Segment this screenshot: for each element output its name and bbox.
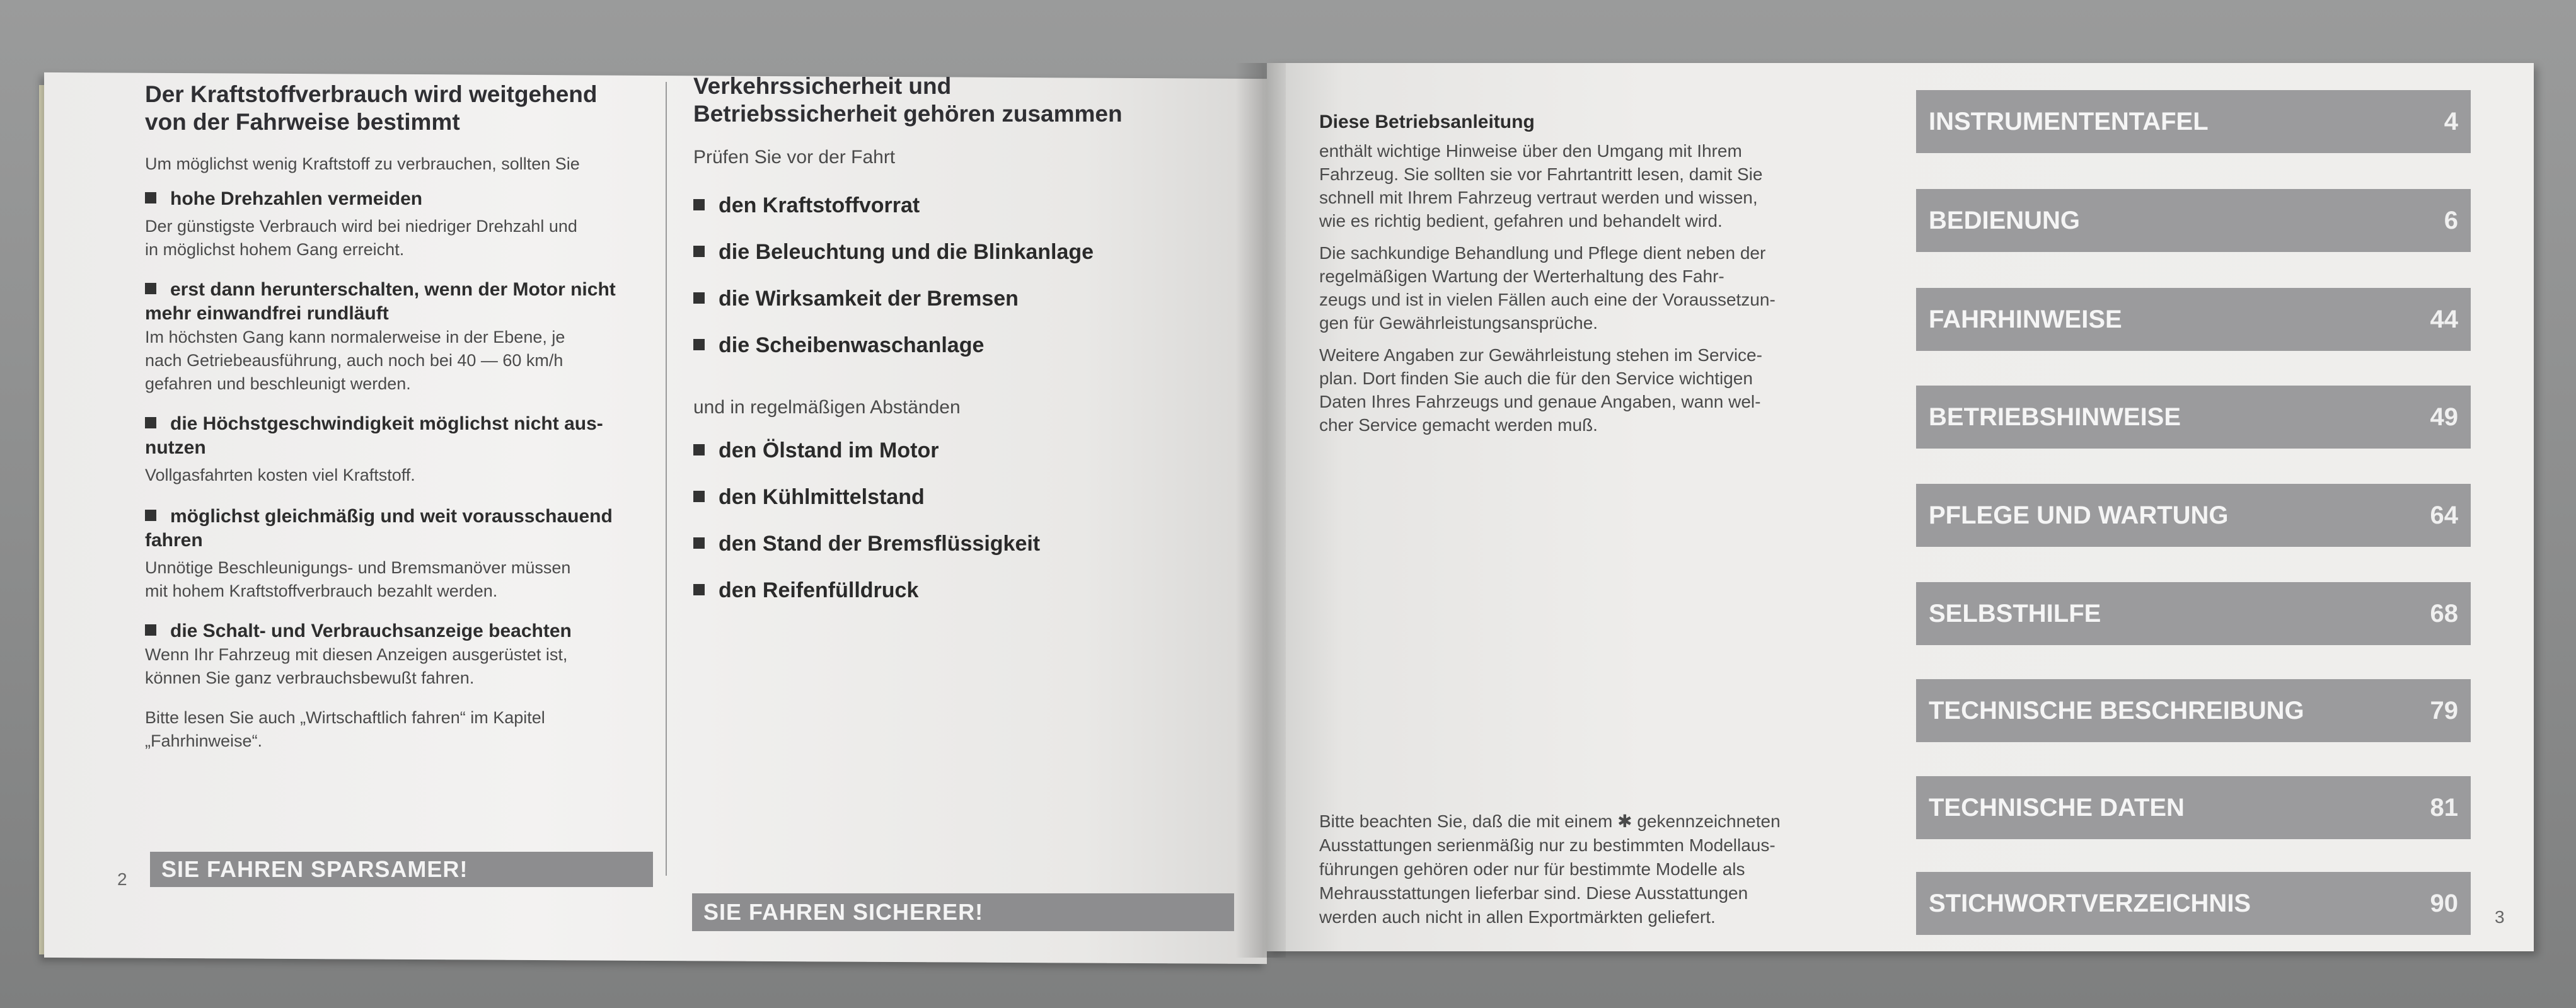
toc-technische-beschreibung[interactable]: TECHNISCHE BESCHREIBUNG 79: [1916, 679, 2471, 742]
fuel-item: die Höchstgeschwindigkeit möglichst nicht aus- nutzen Vollgasfahrten kosten viel Kraftstoff.: [145, 413, 603, 484]
bullet-square-icon: [145, 283, 156, 294]
bullet-square-icon: [693, 537, 705, 549]
right-intro-column: [1319, 110, 1868, 437]
bullet-square-icon: [145, 510, 156, 521]
toc-instrumententafel[interactable]: INSTRUMENTENTAFEL 4: [1916, 90, 2471, 153]
left-column-safety: [693, 72, 1229, 603]
intro-paragraph-3: Weitere Angaben zur Gewährleistung stehen im Service- plan. Dort finden Sie auch die für den Service wichtigen Daten Ihres Fahrzeugs und genaue Angaben, wann wel- cher Service gemacht werden muß.: [1319, 345, 1762, 435]
fuel-item: die Schalt- und Verbrauchsanzeige beachten Wenn Ihr Fahrzeug mit diesen Anzeigen ausgerüstet ist, können Sie ganz verbrauchsbewußt fahren.: [145, 621, 572, 687]
toc-betriebshinweise[interactable]: BETRIEBSHINWEISE 49: [1916, 386, 2471, 449]
banner-sparsamer: SIE FAHREN SPARSAMER!: [150, 852, 653, 887]
fuel-intro: Um möglichst wenig Kraftstoff zu verbrauchen, sollten Sie: [145, 154, 580, 173]
toc-stichwortverzeichnis[interactable]: STICHWORTVERZEICHNIS 90: [1916, 872, 2471, 935]
left-column-fuel: [145, 81, 649, 753]
check-item: den Kraftstoffvorrat: [693, 193, 1229, 218]
bullet-square-icon: [145, 192, 156, 203]
checklist-before: [693, 193, 1229, 358]
safety-intro: Prüfen Sie vor der Fahrt: [693, 147, 896, 168]
bullet-square-icon: [693, 339, 705, 350]
intro-paragraph-2: Die sachkundige Behandlung und Pflege dient neben der regelmäßigen Wartung der Werterhaltung des Fahr- zeugs und ist in vielen Fällen auch eine der Voraussetzun- gen für Gewährleistungsansprüche.: [1319, 243, 1776, 333]
bullet-square-icon: [145, 624, 156, 636]
bullet-square-icon: [693, 584, 705, 595]
page-number-right: 3: [2495, 907, 2505, 927]
book-gutter: [1235, 63, 1286, 958]
check-item: den Reifenfülldruck: [693, 578, 1229, 603]
fuel-closing: Bitte lesen Sie auch „Wirtschaftlich fahren“ im Kapitel „Fahrhinweise“.: [145, 708, 545, 750]
interval-intro: und in regelmäßigen Abständen: [693, 397, 961, 418]
page-number-left: 2: [117, 869, 127, 889]
check-item: die Scheibenwaschanlage: [693, 333, 1229, 358]
fuel-item: hohe Drehzahlen vermeiden Der günstigste Verbrauch wird bei niedriger Drehzahl und in möglichst hohem Gang erreicht.: [145, 188, 577, 259]
check-item: den Ölstand im Motor: [693, 438, 1229, 463]
check-item: den Stand der Bremsflüssigkeit: [693, 531, 1229, 556]
toc-technische-daten[interactable]: TECHNISCHE DATEN 81: [1916, 776, 2471, 839]
check-item: die Wirksamkeit der Bremsen: [693, 286, 1229, 311]
column-divider: [666, 82, 667, 876]
safety-heading: Verkehrssicherheit und Betriebssicherheit gehören zusammen: [693, 73, 1123, 127]
footnote-paragraph: Bitte beachten Sie, daß die mit einem ✱ gekennzeichneten Ausstattungen serienmäßig nur zu bestimmten Modellaus- führungen gehören oder nur für bestimmte Modelle als Mehrausstattungen lieferbar sind. Diese Ausstattungen werden auch nicht in allen Exportmärkten geliefert.: [1319, 811, 1781, 927]
check-item: die Beleuchtung und die Blinkanlage: [693, 239, 1229, 265]
bullet-square-icon: [145, 417, 156, 428]
toc-bedienung[interactable]: BEDIENUNG 6: [1916, 189, 2471, 252]
fuel-item: erst dann herunterschalten, wenn der Motor nicht mehr einwandfrei rundläuft Im höchsten Gang kann normalerweise in der Ebene, je nach Getriebeausführung, auch noch bei 40 — 60 km/h gefahren und beschleunigt werden.: [145, 279, 616, 393]
bullet-square-icon: [693, 444, 705, 455]
fuel-item: möglichst gleichmäßig und weit vorausschauend fahren Unnötige Beschleunigungs- und Bremsmanöver müssen mit hohem Kraftstoffverbrauch bezahlt werden.: [145, 506, 613, 600]
bullet-square-icon: [693, 246, 705, 257]
fuel-heading: Der Kraftstoffverbrauch wird weitgehend von der Fahrweise bestimmt: [145, 81, 598, 135]
toc-fahrhinweise[interactable]: FAHRHINWEISE 44: [1916, 288, 2471, 351]
bullet-square-icon: [693, 491, 705, 502]
toc-pflege-und-wartung[interactable]: PFLEGE UND WARTUNG 64: [1916, 484, 2471, 547]
bullet-square-icon: [693, 199, 705, 210]
check-item: den Kühlmittelstand: [693, 484, 1229, 510]
intro-paragraph-1: enthält wichtige Hinweise über den Umgang mit Ihrem Fahrzeug. Sie sollten sie vor Fahrtantritt lesen, damit Sie schnell mit Ihrem Fahrzeug vertraut werden und wissen, wie es richtig bedient, gefahren und behandelt wird.: [1319, 141, 1763, 231]
toc-selbsthilfe[interactable]: SELBSTHILFE 68: [1916, 582, 2471, 645]
bullet-square-icon: [693, 292, 705, 304]
checklist-interval: [693, 438, 1229, 603]
banner-sicherer: SIE FAHREN SICHERER!: [692, 893, 1234, 931]
manual-title: Diese Betriebsanleitung: [1319, 112, 1535, 132]
footnote-column: [1319, 810, 1868, 929]
